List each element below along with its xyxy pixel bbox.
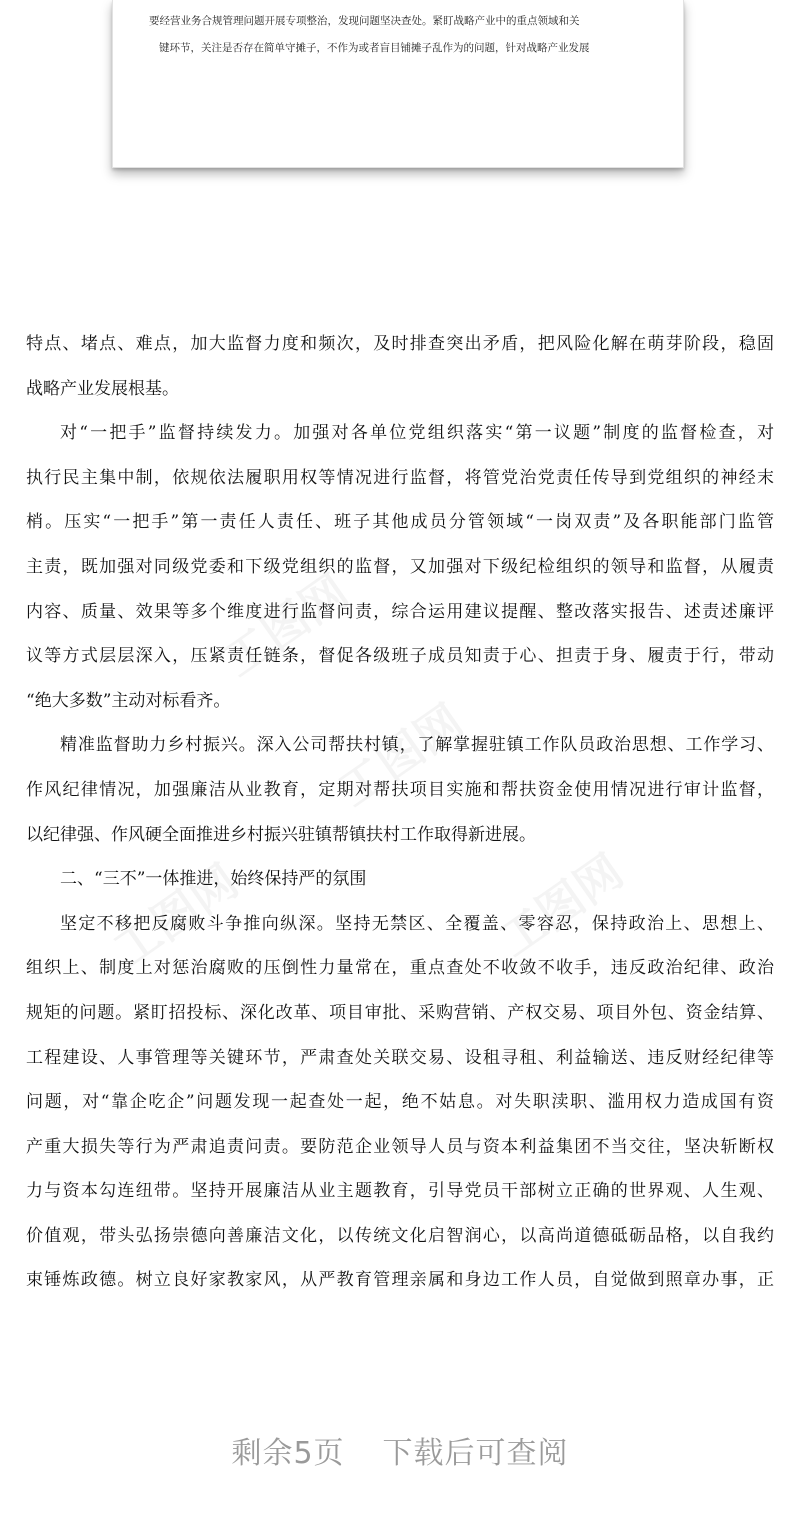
- article-line: 对“一把手”监督持续发力。加强对各单位党组织落实“第一议题”制度的监督检查，对: [60, 423, 774, 444]
- remaining-pages-prompt[interactable]: [0, 1428, 800, 1472]
- article-line: 梢。压实“一把手”第一责任人责任、班子其他成员分管领域“一岗双责”及各职能部门监管: [26, 512, 774, 533]
- remaining-pages-label: 剩余5页: [231, 1436, 345, 1471]
- document-preview-card: [112, 0, 684, 168]
- article-line: 坚定不移把反腐败斗争推向纵深。坚持无禁区、全覆盖、零容忍，保持政治上、思想上、: [60, 913, 774, 934]
- article-line: 特点、堵点、难点，加大监督力度和频次，及时排查突出矛盾，把风险化解在萌芽阶段，稳固: [26, 334, 774, 354]
- article-line: 组织上、制度上对惩治腐败的压倒性力量常在，重点查处不收敛不收手，违反政治纪律、政治: [26, 958, 774, 979]
- article-line: 束锤炼政德。树立良好家教家风，从严教育管理亲属和身边工作人员，自觉做到照章办事，正: [26, 1270, 774, 1291]
- article-line: 以纪律强、作风硬全面推进乡村振兴驻镇帮镇扶村工作取得新进展。: [26, 824, 536, 845]
- article-line: 产重大损失等行为严肃追责问责。要防范企业领导人员与资本利益集团不当交往，坚决斩断权: [26, 1136, 774, 1157]
- preview-line: 要经营业务合规管理问题开展专项整治，发现问题坚决查处。紧盯战略产业中的重点领域和关: [149, 15, 580, 27]
- article-line: 问题，对“靠企吃企”问题发现一起查处一起，绝不姑息。对失职渎职、滥用权力造成国有资: [26, 1092, 774, 1113]
- article-line: 作风纪律情况，加强廉洁从业教育，定期对帮扶项目实施和帮扶资金使用情况进行审计监督，: [26, 779, 774, 800]
- article-body: [26, 322, 774, 1303]
- preview-line: 键环节，关注是否存在简单守摊子，不作为或者盲目铺摊子乱作为的问题，针对战略产业发展: [159, 42, 590, 54]
- article-line: 内容、质量、效果等多个维度进行监督问责，综合运用建议提醒、整改落实报告、述责述廉评: [26, 601, 774, 622]
- article-line: “绝大多数”主动对标看齐。: [26, 690, 231, 711]
- article-line: 力与资本勾连纽带。坚持开展廉洁从业主题教育，引导党员干部树立正确的世界观、人生观、: [26, 1181, 774, 1202]
- article-line: 规矩的问题。紧盯招投标、深化改革、项目审批、采购营销、产权交易、项目外包、资金结算、: [26, 1002, 774, 1023]
- article-line: 精准监督助力乡村振兴。深入公司帮扶村镇，了解掌握驻镇工作队员政治思想、工作学习、: [60, 735, 774, 756]
- article-line: 价值观，带头弘扬崇德向善廉洁文化，以传统文化启智润心，以高尚道德砥砺品格，以自我约: [26, 1225, 774, 1246]
- article-line: 战略产业发展根基。: [26, 378, 179, 399]
- article-line: 工程建设、人事管理等关键环节，严肃查处关联交易、设租寻租、利益输送、违反财经纪律等: [26, 1047, 774, 1068]
- article-line: 议等方式层层深入，压紧责任链条，督促各级班子成员知责于心、担责于身、履责于行，带动: [26, 646, 774, 667]
- section-heading: 二、“三不”一体推进，始终保持严的氛围: [60, 869, 367, 890]
- article-line: 主责，既加强对同级党委和下级党组织的监督，又加强对下级纪检组织的领导和监督，从履责: [26, 556, 774, 577]
- download-to-view-label: 下载后可查阅: [382, 1436, 569, 1471]
- article-line: 执行民主集中制，依规依法履职用权等情况进行监督，将管党治党责任传导到党组织的神经末: [26, 467, 774, 488]
